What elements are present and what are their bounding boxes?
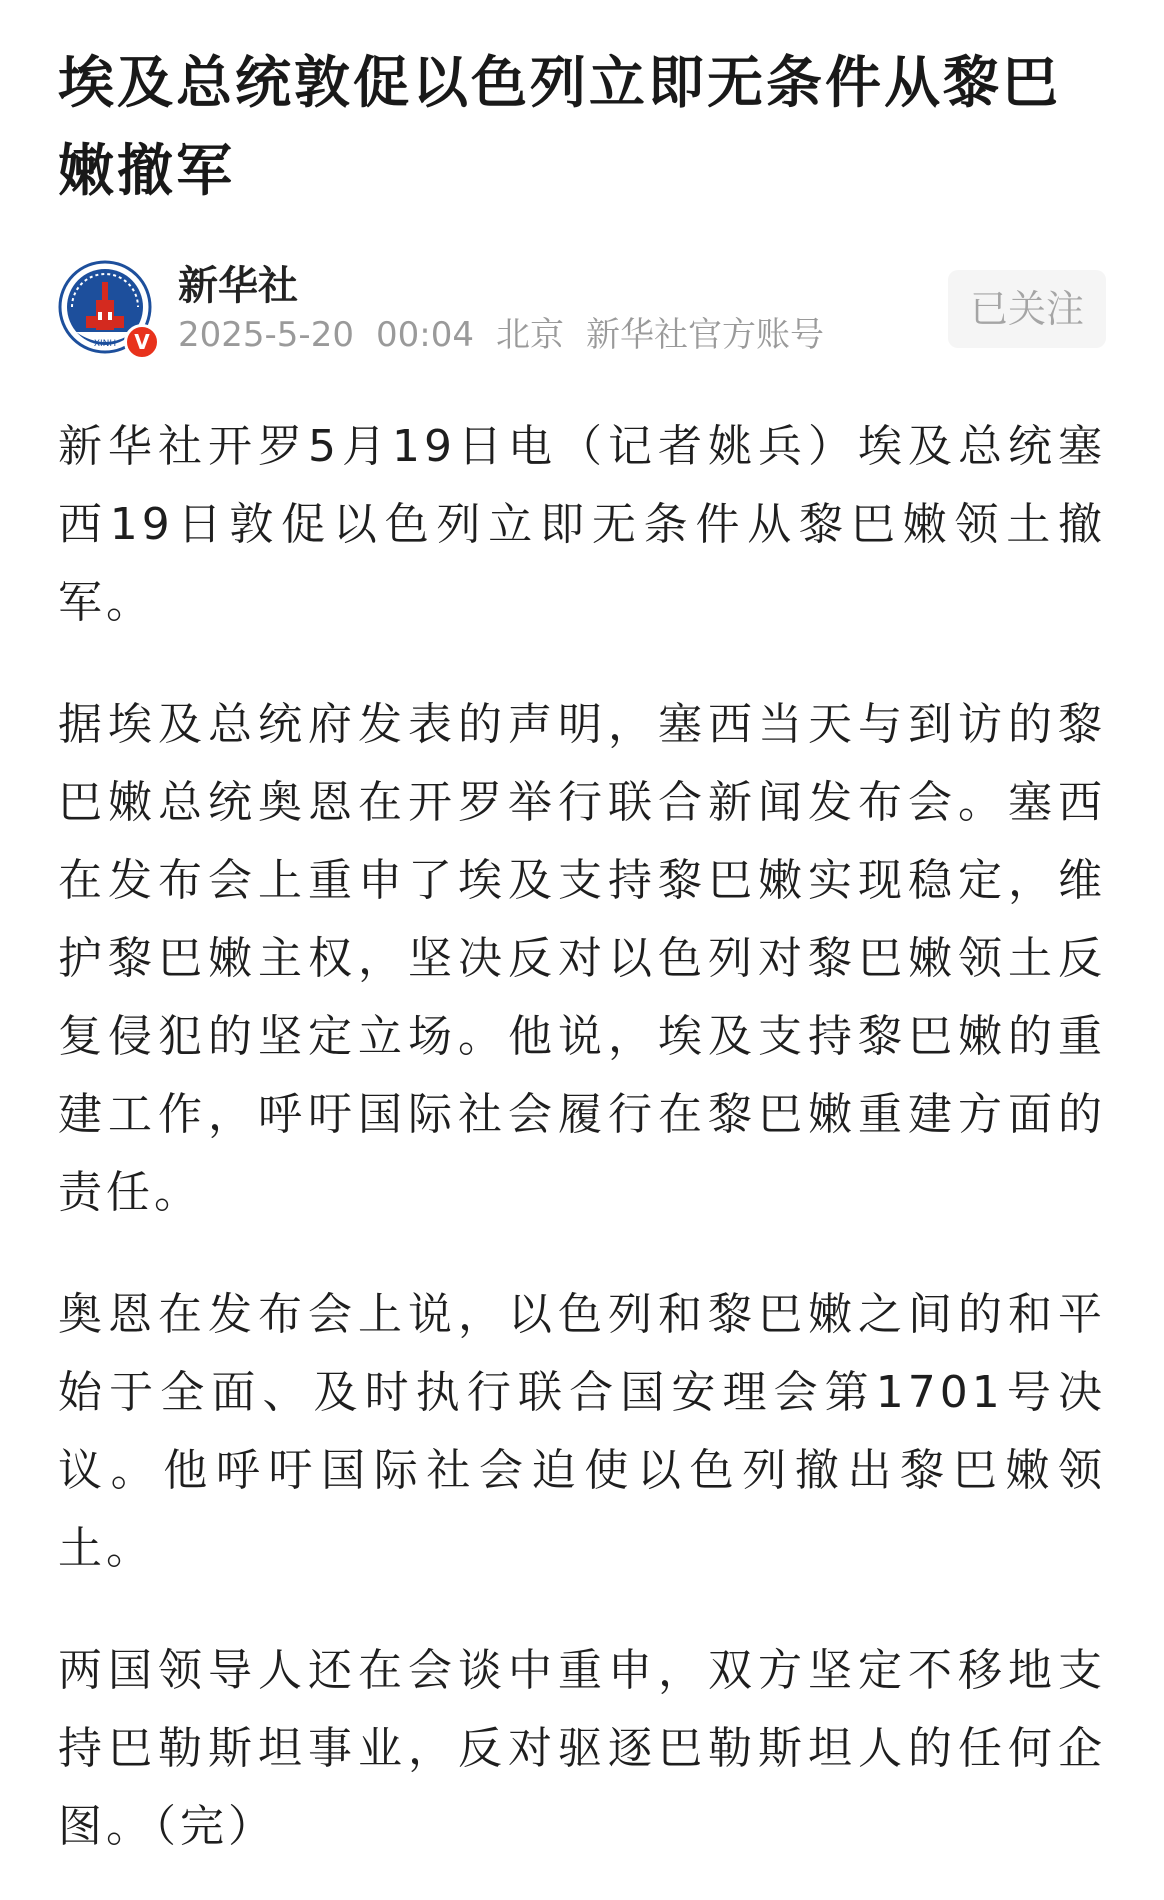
svg-text:XINH: XINH bbox=[93, 339, 117, 349]
author-row bbox=[58, 258, 1106, 354]
account-type: 新华社官方账号 bbox=[585, 315, 824, 355]
paragraph: 奥恩在发布会上说，以色列和黎巴嫩之间的和平始于全面、及时执行联合国安理会第1701号决议。他呼吁国际社会迫使以色列撤出黎巴嫩领土。 bbox=[58, 1289, 1106, 1574]
author-name[interactable]: 新华社 bbox=[178, 263, 298, 309]
follow-button[interactable]: 已关注 bbox=[948, 270, 1106, 348]
verified-badge-icon: V bbox=[124, 324, 160, 360]
article-title: 埃及总统敦促以色列立即无条件从黎巴嫩撤军 bbox=[58, 51, 1061, 204]
paragraph: 两国领导人还在会谈中重申，双方坚定不移地支持巴勒斯坦事业，反对驱逐巴勒斯坦人的任何企图。（完） bbox=[58, 1645, 1106, 1852]
avatar[interactable] bbox=[58, 260, 152, 354]
post-time: 00:04 bbox=[375, 315, 474, 355]
article-body bbox=[58, 408, 1106, 1866]
paragraph: 据埃及总统府发表的声明，塞西当天与到访的黎巴嫩总统奥恩在开罗举行联合新闻发布会。塞西在发布会上重申了埃及支持黎巴嫩实现稳定，维护黎巴嫩主权，坚决反对以色列对黎巴嫩领土反复侵犯的坚定立场。他说，埃及支持黎巴嫩的重建工作，呼吁国际社会履行在黎巴嫩重建方面的责任。 bbox=[58, 699, 1106, 1218]
paragraph: 新华社开罗5月19日电（记者姚兵）埃及总统塞西19日敦促以色列立即无条件从黎巴嫩领土撤军。 bbox=[58, 421, 1106, 628]
post-location: 北京 bbox=[495, 315, 564, 355]
post-date: 2025-5-20 bbox=[178, 315, 354, 355]
post-meta bbox=[178, 312, 846, 358]
